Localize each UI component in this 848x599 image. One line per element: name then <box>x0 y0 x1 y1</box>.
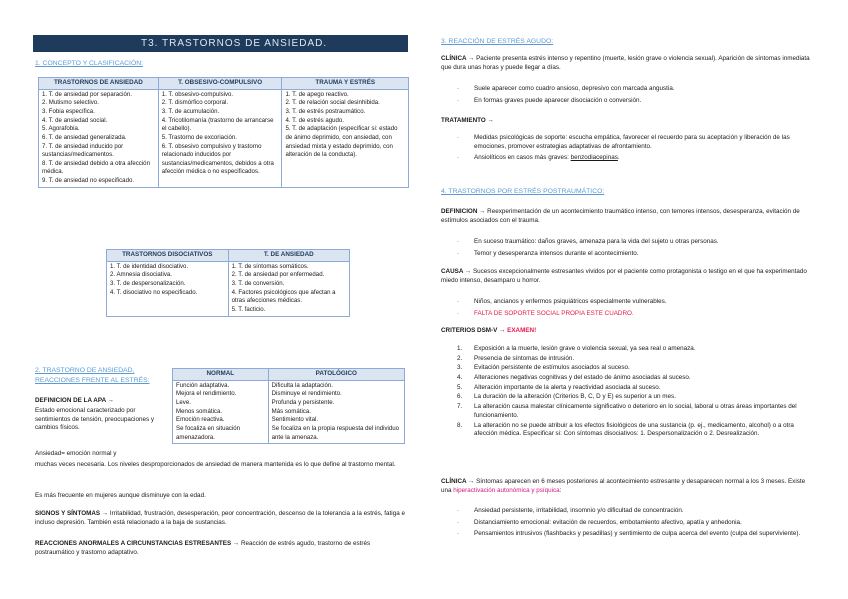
list-item: · Medidas psicológicas de soporte: escucha empática, favorecer el recuerdo para su aceptación y liberación de las emociones, promover estrategias adaptativas de afrontamiento. <box>441 134 813 151</box>
criteria-heading <box>441 327 536 336</box>
list-item: Se focaliza en la propia respuesta del individuo ante la amenaza. <box>271 424 400 441</box>
definition-bullets <box>441 238 813 261</box>
list-item: · Niños, ancianos y enfermos psiquiátricos especialmente vulnerables. <box>441 298 813 307</box>
apa-definition-label: DEFINICION DE LA APA → <box>35 397 114 404</box>
criteria-label: CRITERIOS DSM-V → <box>441 327 506 334</box>
list-item: 8. T. de ansiedad debido a otra afección médica. <box>42 159 150 176</box>
table-header: NORMAL <box>173 369 269 381</box>
clinical2-text: Síntomas aparecen en 6 meses posteriores al acontecimiento estresante y desaparecen normal a los 3 meses. Existe una <box>441 478 806 494</box>
table-header: TRASTORNOS DISOCIATIVOS <box>107 250 229 262</box>
list-item: Se focaliza en situación amenazadora. <box>176 424 241 441</box>
list-item: Dificulta la adaptación. <box>271 381 333 389</box>
benzodiazepines-text: benzodiacepinas <box>570 154 618 162</box>
classification-table <box>38 77 409 188</box>
list-item: 7. La alteración causa malestar clínicamente significativo o deterioro en lo social, laboral u otras áreas importantes del funcionamiento. <box>457 403 797 419</box>
list-item: · Distanciamiento emocional: evitación de recuerdos, embotamiento afectivo, apatía y anhedonia. <box>441 519 813 528</box>
clinical2-label: CLÍNICA → <box>441 478 475 485</box>
criteria-list <box>441 345 813 440</box>
list-item: 2. T. de relación social desinhibida. <box>285 99 380 107</box>
list-item: Disminuye el rendimiento. <box>271 390 342 398</box>
table-header: TRASTORNOS DE ANSIEDAD <box>39 78 159 90</box>
list-item: 1. T. de apego reactivo. <box>285 90 349 98</box>
clinical2-highlight: hiperactivación autonómica y psíquica <box>453 486 560 494</box>
list-item: 2. T. dismórfico corporal. <box>161 99 229 107</box>
list-item: Sentimiento vital. <box>271 416 319 424</box>
list-item: 5. Alteración importante de la alerta y reactividad asociada al suceso. <box>457 383 661 391</box>
list-item: 7. T. de ansiedad inducido por sustancias/medicamentos. <box>42 142 124 159</box>
table-header: TRAUMA Y ESTRÉS <box>282 78 409 90</box>
list-item: 8. La alteración no se puede atribuir a los efectos fisiológicos de una sustancia (p. ej., medicamento, alcohol) o a otra afección médica. Especificar si: Con síntomas disociativos: 1. Despersonalización o 2. Desrealización. <box>457 421 794 438</box>
list-item: · Suele aparecer como cuadro ansioso, depresivo con marcada angustia. <box>441 85 813 94</box>
cause-bullets <box>441 298 813 321</box>
treatment-label: TRATAMIENTO → <box>441 117 494 124</box>
section-heading-1: 1. CONCEPTO Y CLASIFICACIÓN: <box>35 60 144 67</box>
table-cell-dissociative <box>107 261 229 316</box>
list-item: Más somática. <box>271 407 311 415</box>
clinical-label: CLÍNICA → <box>441 55 475 62</box>
list-item: · FALTA DE SOPORTE SOCIAL PROPIA ESTE CUADRO. <box>441 310 813 319</box>
table-cell-trauma <box>282 89 409 187</box>
list-item: Profunda y persistente. <box>271 398 335 406</box>
reactions-text: Reacción de estrés agudo, trastorno de estrés postraumático y trastorno adaptativo. <box>35 540 371 556</box>
reactions-paragraph <box>35 540 407 557</box>
list-item: 6. La duración de la alteración (Criterios B, C, D y E) es superior a un mes. <box>457 393 676 401</box>
table-cell-somatic <box>228 261 349 316</box>
definition-paragraph <box>441 208 813 225</box>
normal-vs-pathological-table <box>172 368 405 444</box>
list-item: 6. T. de ansiedad generalizada. <box>42 133 127 141</box>
list-item: 4. Factores psicológicos que afectan a otras afecciones médicas. <box>231 288 336 305</box>
list-item: 3. T. de despersonalización. <box>110 279 186 287</box>
section-heading-4: 4. TRASTORNOS POR ESTRÉS POSTRAUMÁTICO: <box>441 188 605 195</box>
list-item: 2. Presencia de síntomas de intrusión. <box>457 354 575 362</box>
list-item: 9. T. de ansiedad no especificado. <box>42 177 135 185</box>
anxiety-line2: muchas veces necesaria. Los niveles desproporcionados de ansiedad de manera mantenida es lo que define al trastorno mental. <box>35 461 396 468</box>
list-item: 2. T. de ansiedad por enfermedad. <box>231 271 325 279</box>
list-item: Menos somática. <box>176 407 223 415</box>
list-item: · Temor y desesperanza intensos durante el acontecimiento. <box>441 250 813 259</box>
page-title: T3. TRASTORNOS DE ANSIEDAD. <box>33 35 408 52</box>
list-item: 3. Evitación persistente de estímulos asociados al suceso. <box>457 364 630 372</box>
list-item: Función adaptativa. <box>176 381 230 389</box>
section-heading-3: 3. REACCIÓN DE ESTRÉS AGUDO: <box>441 38 554 45</box>
clinical2-bullets <box>441 507 813 542</box>
list-item: 1. T. de síntomas somáticos. <box>231 262 309 270</box>
list-item: 5. T. facticio. <box>231 305 266 313</box>
list-item: · Ansiedad persistente, irritabilidad, insomnio y/o dificultad de concentración. <box>441 507 813 516</box>
list-item: 3. T. de conversión. <box>231 279 285 287</box>
apa-definition-text: Estado emocional caracterizado por sentimientos de tensión, preocupaciones y cambios físicos. <box>35 407 155 432</box>
list-item: 3. Fobia específica. <box>42 107 95 115</box>
list-item: 2. Amnesia disociativa. <box>110 271 172 279</box>
list-item: 1. T. obsesivo-compulsivo. <box>161 90 234 98</box>
dissociative-table <box>106 249 350 317</box>
list-item: 3. T. de acumulación. <box>161 107 220 115</box>
list-item: · Ansiolíticos en casos más graves: benzodiacepinas. <box>441 154 813 163</box>
frequency-text: Es más frecuente en mujeres aunque disminuye con la edad. <box>35 492 206 499</box>
cause-label: CAUSA → <box>441 268 472 275</box>
list-item: 4. T. de ansiedad social. <box>42 116 108 124</box>
table-cell-pathological <box>268 380 404 443</box>
list-item: Emoción reactiva. <box>176 416 225 424</box>
definition-text: Reexperimentación de un acontecimiento traumático intenso, con temores intensos, desesperanza, evitación de estímulos asociados con el trauma. <box>441 208 800 224</box>
list-item: 1. T. de ansiedad por separación. <box>42 90 133 98</box>
table-cell-normal <box>173 380 269 443</box>
cause-text: Sucesos excepcionalmente estresantes vividos por el paciente como protagonista o testigo en el que ha experimentado miedo intenso, desamparo u horror. <box>441 268 807 284</box>
list-item: 4. Alteraciones negativas cognitivas y del estado de ánimo asociadas al suceso. <box>457 374 691 382</box>
list-item: 5. Trastorno de excoriación. <box>161 133 237 141</box>
list-item: 4. Tricotilomanía (trastorno de arrancarse el cabello). <box>161 116 274 133</box>
list-item: 4. T. disociativo no especificado. <box>110 288 198 296</box>
list-item: 2. Mutismo selectivo. <box>42 99 99 107</box>
exam-badge: EXAMEN! <box>505 327 537 334</box>
signs-paragraph <box>35 510 407 527</box>
list-item: · Pensamientos intrusivos (flashbacks y pesadillas) y sentimiento de culpa acerca del evento (culpa del superviviente). <box>441 530 813 539</box>
list-item: 6. T. obsesivo compulsivo y trastorno relacionado inducidos por sustancias/medicamentos, debidos a otra afección médica o no especificados. <box>161 142 274 176</box>
table-header: T. OBSESIVO-COMPULSIVO <box>158 78 282 90</box>
signs-text: Irritabilidad, frustración, desesperación, peor concentración, descenso de la tolerancia a la estrés, fatiga e incluso depresión. También está relacionado a la baja de sustancias. <box>35 510 405 526</box>
table-header: PATOLÓGICO <box>268 369 404 381</box>
table-cell-anxiety <box>39 89 159 187</box>
anxiolytics-text: Ansiolíticos en casos más graves: <box>474 154 571 162</box>
section-heading-2: 2. TRASTORNO DE ANSIEDAD, REACCIONES FRENTE AL ESTRÉS: <box>35 367 150 384</box>
list-item: 5. T. de adaptación (especificar si: estado de ánimo deprimido, con ansiedad, con ansiedad mixta y estado deprimido, con alteración de la conducta). <box>285 125 398 159</box>
list-item: 1. T. de identidad disociativo. <box>110 262 189 270</box>
list-item: Mejora el rendimiento. <box>176 390 237 398</box>
table-cell-ocd <box>158 89 282 187</box>
list-item: 3. T. de estrés postraumático. <box>285 107 366 115</box>
cause-paragraph <box>441 268 813 285</box>
list-item: · En suceso traumático: daños graves, amenaza para la vida del sujeto u otras personas. <box>441 238 813 247</box>
list-item: 5. Agorafobia. <box>42 125 80 133</box>
anxiety-line1: Ansiedad= emoción normal y <box>35 450 117 457</box>
clinical-paragraph <box>441 55 813 72</box>
table-header: T. DE ANSIEDAD <box>228 250 349 262</box>
clinical2-paragraph: CLÍNICA → Síntomas aparecen en 6 meses posteriores al acontecimiento estresante y desaparecen normal a los 3 meses. Existe una hiperactivación autonómica y psíquica: <box>441 478 806 494</box>
list-item: · En formas graves puede aparecer disociación o conversión. <box>441 97 813 106</box>
definition-label: DEFINICION → <box>441 208 486 215</box>
clinical-text: Paciente presenta estrés intenso y repentino (muerte, lesión grave o violencia sexual). Aparición de síntomas inmediata que dura unas horas y puede llegar a días. <box>441 55 810 71</box>
clinical-bullets <box>441 85 813 108</box>
reactions-label: REACCIONES ANORMALES A CIRCUNSTANCIAS ESTRESANTES → <box>35 540 240 547</box>
list-item: 1. Exposición a la muerte, lesión grave o violencia sexual, ya sea real o amenaza. <box>457 345 696 352</box>
treatment-bullets <box>441 134 813 166</box>
signs-label: SIGNOS Y SÍNTOMAS → <box>35 510 109 517</box>
list-item: 4. T. de estrés agudo. <box>285 116 344 124</box>
list-item: Leve. <box>176 398 191 406</box>
